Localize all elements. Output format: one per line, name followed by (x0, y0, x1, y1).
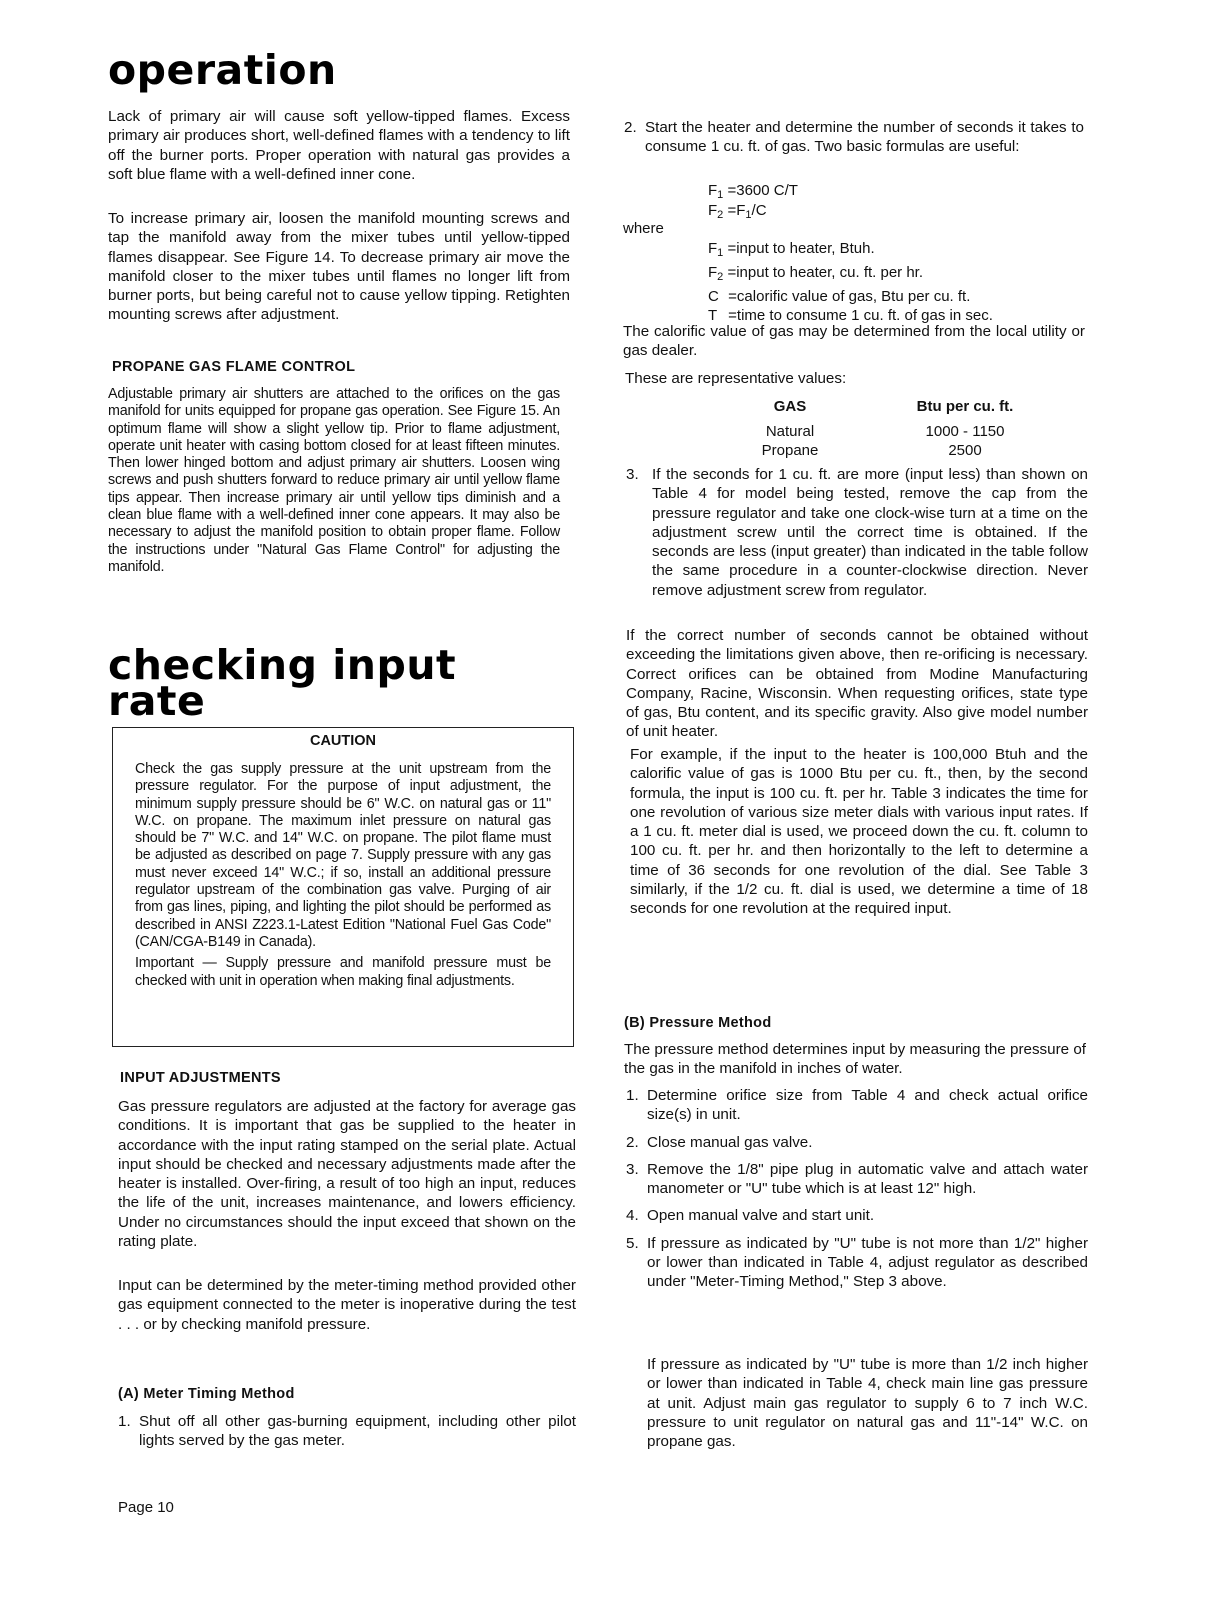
list-item: 2. Start the heater and determine the number of seconds it takes to consume 1 cu. ft. of gas. Two basic formulas are useful: (624, 119, 1084, 156)
paragraph-increase-air: To increase primary air, loosen the manifold mounting screws and tap the manifold away from the mixer tubes until yellow-tipped flames disappear. See Figure 14. To decrease primary air move the manifold closer to the mixer tubes until flames no longer lift from burner ports, but being careful not to cause yellow tipping. Retighten mounting screws after adjustment. (108, 210, 570, 324)
caution-text: Check the gas supply pressure at the unit upstream from the pressure regulator. For the purpose of input adjustment, the minimum supply pressure should be 6" W.C. on natural gas or 11" W.C. on propane. The maximum inlet pressure on natural gas should be 7" W.C. and 14" W.C. on propane. The pilot flame must be adjusted as described on page 7. Supply pressure with any gas must never exceed 14" W.C.; if so, install an additional pressure regulator upstream of the combination gas valve. Purging of air from gas lines, piping, and lighting the pilot should be performed as described in ANSI Z223.1-Latest Edition "National Fuel Gas Code" (CAN/CGA-B149 in Canada). (135, 761, 551, 950)
heading-meter-timing: (A) Meter Timing Method (118, 1386, 295, 1402)
definition-f1: $F_1$ =input to heater, Btuh. (708, 240, 875, 259)
heading-line-1: checking input (108, 641, 457, 689)
paragraph-pressure-method: The pressure method determines input by measuring the pressure of the gas in the manifold in inches of water. (624, 1041, 1086, 1078)
caution-title: CAUTION (309, 733, 377, 749)
paragraph-input-determination: Input can be determined by the meter-timing method provided other gas equipment connected to the meter is inoperative during the test . . . or by checking manifold pressure. (118, 1277, 576, 1333)
meter-timing-step-3 (626, 465, 1088, 608)
list-item: 3. If the seconds for 1 cu. ft. are more (input less) than shown on Table 4 for model being tested, remove the cap from the pressure regulator and take one clock-wise turn at a time on the adjustment screw until the correct time is obtained. If the seconds are less (input greater) than indicated in the table follow the same procedure in a counter-clockwise direction. Never remove adjustment screw from regulator. (626, 466, 1088, 599)
list-item: 5. If pressure as indicated by "U" tube is not more than 1/2" higher or lower than indicated in Table 4, adjust regulator as described under "Meter-Timing Method," Step 3 above. (626, 1234, 1088, 1291)
pressure-method-steps (626, 1086, 1088, 1300)
gas-values-table (700, 397, 1050, 460)
definition-f2: $F_2$ =input to heater, cu. ft. per hr. (708, 264, 924, 283)
page-number: Page 10 (118, 1499, 174, 1516)
caution-important: Important — Supply pressure and manifold pressure must be checked with unit in operation when making final adjustments. (135, 955, 551, 989)
caution-box (112, 727, 574, 1047)
table-header: GAS Btu per cu. ft. (773, 398, 1014, 415)
paragraph-regulators: Gas pressure regulators are adjusted at the factory for average gas conditions. It is important that gas be supplied to the heater in accordance with the input rating stamped on the serial plate. Actual input should be checked and necessary adjustments made after the heater is installed. Over-firing, a result of too high an input, reduces the life of the unit, increases maintenance, and lowers efficiency. Under no circumstances should the input exceed that shown on the rating plate. (118, 1098, 576, 1251)
formula-definitions (708, 239, 993, 325)
table-row: Propane 2500 (761, 442, 982, 459)
list-item: 1. Shut off all other gas-burning equipment, including other pilot lights served by the gas meter. (118, 1413, 576, 1450)
heading-propane-flame-control: PROPANE GAS FLAME CONTROL (112, 359, 356, 375)
paragraph-main-line-pressure: If pressure as indicated by "U" tube is more than 1/2 inch higher or lower than indicated in Table 4, check main line gas pressure at unit. Adjust main gas regulator to supply 6 to 7 inch W.C. pressure to unit regulator on natural gas and 11"-14" W.C. on propane gas. (647, 1356, 1088, 1451)
list-item: 3. Remove the 1/8" pipe plug in automatic valve and attach water manometer or "U" tube which is at least 12" high. (626, 1160, 1088, 1198)
paragraph-calorific: The calorific value of gas may be determined from the local utility or gas dealer. (623, 323, 1085, 360)
definition-c: C =calorific value of gas, Btu per cu. ft. (708, 288, 971, 305)
formula-f1: $F_1 =3600$ C/T (708, 182, 798, 201)
paragraph-example: For example, if the input to the heater is 100,000 Btuh and the calorific value of gas is 1000 Btu per cu. ft., then, by the second formula, the input is 100 cu. ft. per hr. Table 3 indicates the time for one revolution of various size meter dials with various input rates. If a 1 cu. ft. meter dial is used, we proceed down the cu. ft. column to 100 cu. ft. per hr. and then horizontally to the left to determine a time of 36 seconds for one revolution of the dial. See Table 3 similarly, if the 1/2 cu. ft. dial is used, we determine a time of 18 seconds for one revolution at the required input. (630, 746, 1088, 918)
paragraph-primary-air: Lack of primary air will cause soft yellow-tipped flames. Excess primary air produces short, well-defined flames with a tendency to lift off the burner ports. Proper operation with natural gas provides a soft blue flame with a well-defined inner cone. (108, 108, 570, 183)
paragraph-representative: These are representative values: (625, 370, 847, 387)
paragraph-propane: Adjustable primary air shutters are attached to the orifices on the gas manifold for units equipped for propane gas operation. See Figure 15. An optimum flame will show a slight yellow tip. Prior to flame adjustment, operate unit heater with casing bottom closed for at least fifteen minutes. Then lower hinged bottom and adjust primary air shutters. Loosen wing screws and push shutters forward to reduce primary air until yellow flame tips appear. Then increase primary air until yellow tips diminish and a clean blue flame with a well-defined inner cone appears. It may also be necessary to adjust the manifold position to obtain proper flame. Follow the instructions under "Natural Gas Flame Control" for adjusting the manifold. (108, 386, 560, 575)
heading-operation: operation (108, 46, 337, 94)
table-row: Natural 1000 - 1150 (765, 423, 1005, 440)
heading-checking-input-rate (108, 641, 457, 725)
formula-f2: $F_2 =F_1/C$ (708, 202, 767, 221)
definition-t: T =time to consume 1 cu. ft. of gas in sec. (708, 307, 993, 324)
list-item: 4. Open manual valve and start unit. (626, 1207, 875, 1225)
list-item: 1. Determine orifice size from Table 4 and check actual orifice size(s) in unit. (626, 1087, 1088, 1124)
heading-input-adjustments: INPUT ADJUSTMENTS (120, 1070, 281, 1086)
meter-timing-steps (118, 1412, 576, 1459)
list-item: 2. Close manual gas valve. (626, 1133, 813, 1151)
meter-timing-steps-cont (624, 118, 1084, 165)
where-label: where (623, 220, 664, 237)
heading-pressure-method: (B) Pressure Method (624, 1015, 772, 1031)
heading-line-2: rate (108, 677, 206, 725)
paragraph-reorificing: If the correct number of seconds cannot be obtained without exceeding the limitations given above, then re-orificing is necessary. Correct orifices can be obtained from Modine Manufacturing Company, Racine, Wisconsin. When requesting orifices, state type of gas, Btu content, and its specific gravity. Also give model number of unit heater. (626, 627, 1088, 741)
